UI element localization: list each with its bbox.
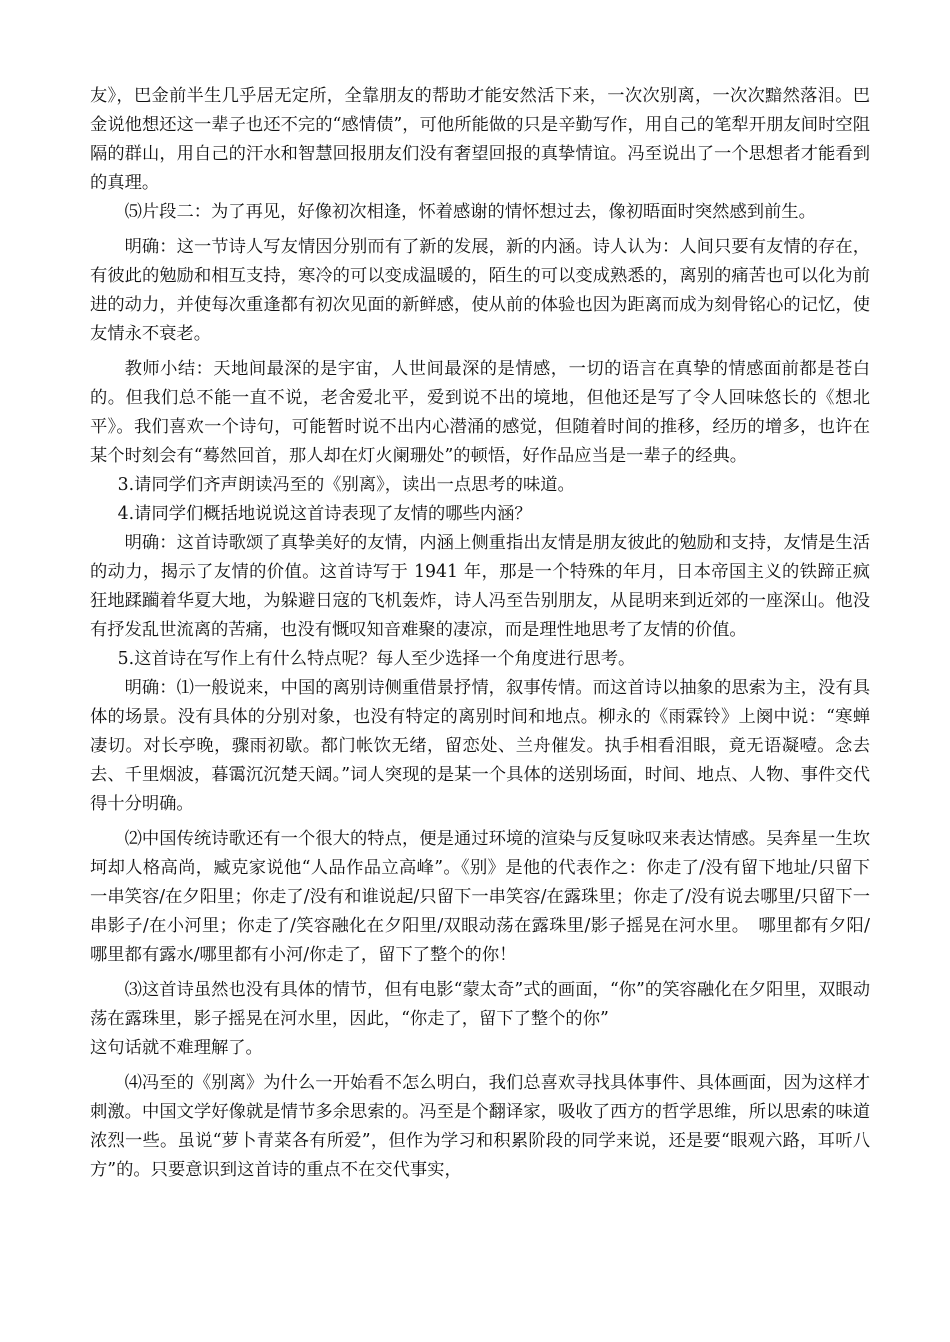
- paragraph-teacher-summary: 教师小结：天地间最深的是宇宙，人世间最深的是情感，一切的语言在真挚的情感面前都是苍白的。但我们总不能一直不说，老舍爱北平，爱到说不出的境地，但他还是写了令人回味悠长的《想北平》。我们喜欢一个诗句，可能暂时说不出内心潜涌的感觉，但随着时间的推移，经历的增多，也许在某个时刻会有“蓦然回首，那人却在灯火阑珊处”的顿悟，好作品应当是一辈子的经典。: [90, 359, 870, 466]
- paragraph-clarify-meaning: 明确：这首诗歌颂了真挚美好的友情，内涵上侧重指出友情是朋友彼此的勉励和支持，友情是生活的动力，揭示了友情的价值。这首诗写于 1941 年，那是一个特殊的年月，日本帝国主义的铁蹄正疯狂地蹂躏着华夏大地，为躲避日寇的飞机轰炸，诗人冯至告别朋友，从昆明来到近郊的一座深山。他没有抒发乱世流离的苦痛，也没有慨叹知音难聚的凄凉，而是理性地思考了友情的价值。: [90, 533, 870, 640]
- paragraph-point-3: ⑶这首诗虽然也没有具体的情节，但有电影“蒙太奇”式的画面，“你”的笑容融化在夕阳里，双眼动荡在露珠里，影子摇晃在河水里，因此，“你走了，留下了整个的你”: [90, 980, 870, 1029]
- paragraph-bajin-friendship: 友》，巴金前半生几乎居无定所，全靠朋友的帮助才能安然活下来，一次次别离，一次次黯然落泪。巴金说他想还这一辈子也还不完的“感情债”，可他所能做的只是辛勤写作，用自己的笔犁开朋友间时空阻隔的群山，用自己的汗水和智慧回报朋友们没有奢望回报的真挚情谊。冯至说出了一个思想者才能看到的真理。: [90, 86, 870, 193]
- paragraph-fragment-two: ⑸片段二：为了再见，好像初次相逢，怀着感谢的情怀想过去，像初晤面时突然感到前生。: [124, 202, 816, 222]
- paragraph-point-3-continued: 这句话就不难理解了。: [90, 1038, 263, 1058]
- paragraph-point-2: ⑵中国传统诗歌还有一个很大的特点，便是通过环境的渲染与反复咏叹来表达情感。吴奔星一生坎坷却人格高尚，臧克家说他“人品作品立高峰”。《别》是他的代表作之：你走了/没有留下地址/只留下一串笑容/在夕阳里；你走了/没有和谁说起/只留下一串笑容/在露珠里；你走了/没有说去哪里/只留下一串影子/在小河里；你走了/笑容融化在夕阳里/双眼动荡在露珠里/影子摇晃在河水里。 哪里都有夕阳/哪里都有露水/哪里都有小河/你走了，留下了整个的你！: [90, 829, 870, 965]
- paragraph-question-4: 4.请同学们概括地说说这首诗表现了友情的哪些内涵？: [117, 504, 532, 524]
- paragraph-point-1: 明确：⑴一般说来，中国的离别诗侧重借景抒情，叙事传情。而这首诗以抽象的思索为主，没有具体的场景。没有具体的分别对象，也没有特定的离别时间和地点。柳永的《雨霖铃》上阕中说：“寒蝉凄切。对长亭晚，骤雨初歇。都门帐饮无绪，留恋处、兰舟催发。执手相看泪眼，竟无语凝噎。念去去、千里烟波，暮霭沉沉楚天阔。”词人突现的是某一个具体的送别场面，时间、地点、人物、事件交代得十分明确。: [90, 678, 870, 814]
- paragraph-point-4: ⑷冯至的《别离》为什么一开始看不怎么明白，我们总喜欢寻找具体事件、具体画面，因为这样才刺激。中国文学好像就是情节多余思索的。冯至是个翻译家，吸收了西方的哲学思维，所以思索的味道浓烈一些。虽说“萝卜青菜各有所爱”，但作为学习和积累阶段的同学来说，还是要“眼观六路，耳听八方”的。只要意识到这首诗的重点不在交代事实，: [90, 1073, 870, 1180]
- paragraph-question-3: 3.请同学们齐声朗读冯至的《别离》，读出一点思考的味道。: [117, 475, 575, 495]
- paragraph-clarify-friendship: 明确：这一节诗人写友情因分别而有了新的发展，新的内涵。诗人认为：人间只要有友情的存在，有彼此的勉励和相互支持，寒冷的可以变成温暖的，陌生的可以变成熟悉的，离别的痛苦也可以化为前进的动力，并使每次重逢都有初次见面的新鲜感，使从前的体验也因为距离而成为刻骨铭心的记忆，使友情永不衰老。: [90, 237, 870, 344]
- document-page: [90, 82, 870, 1185]
- paragraph-question-5: 5.这首诗在写作上有什么特点呢？每人至少选择一个角度进行思考。: [117, 649, 636, 669]
